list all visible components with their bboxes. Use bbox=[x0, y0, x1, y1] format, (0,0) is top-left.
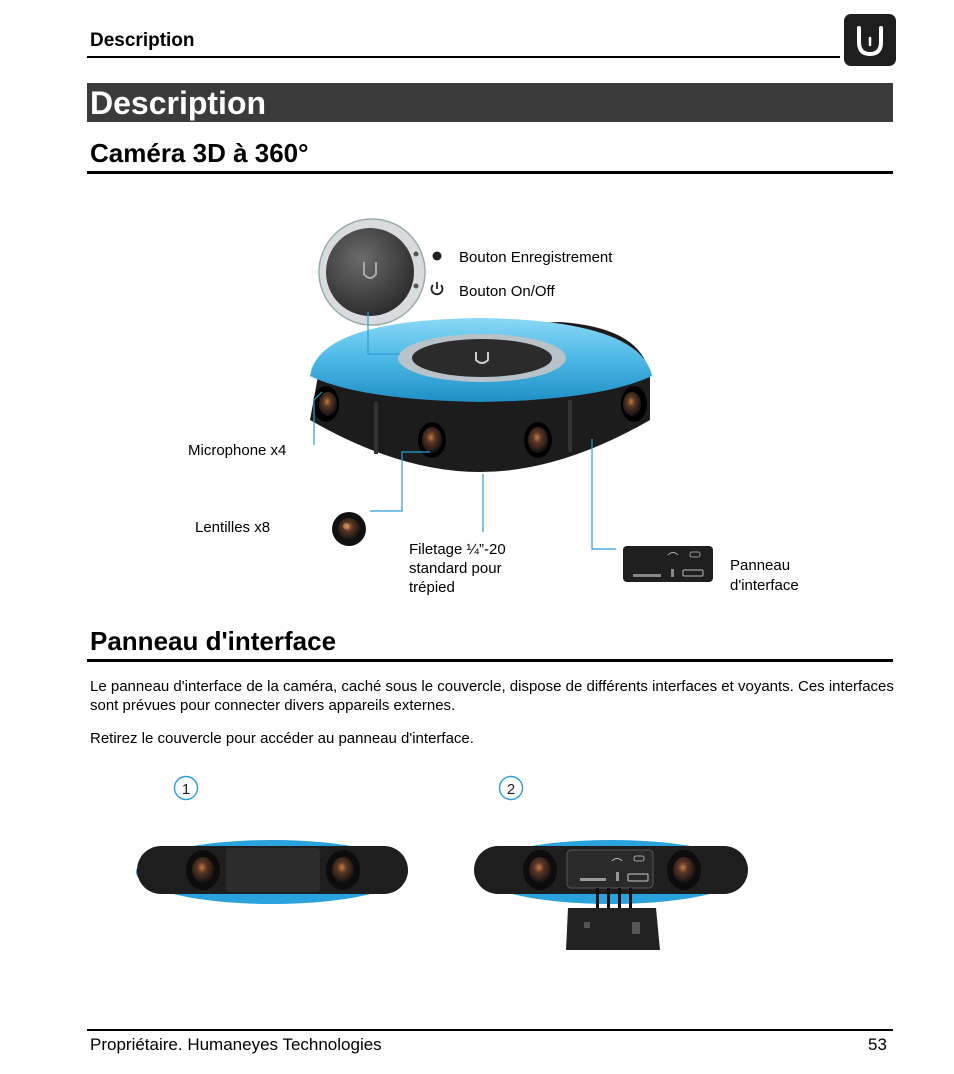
interface-panel-thumbnail bbox=[623, 546, 713, 582]
tripod-label-line2: standard pour bbox=[409, 560, 502, 577]
interface-heading-rule bbox=[87, 659, 893, 662]
camera-heading: Caméra 3D à 360° bbox=[90, 138, 309, 168]
step-1-marker bbox=[175, 777, 198, 800]
microphone-label: Microphone x4 bbox=[188, 442, 287, 459]
power-button-label: Bouton On/Off bbox=[459, 283, 555, 300]
tripod-label-line3: trépied bbox=[409, 579, 455, 596]
page-number: 53 bbox=[868, 1035, 887, 1054]
tripod-label-line1: Filetage ¼”-20 bbox=[409, 541, 506, 558]
interface-heading: Panneau d'interface bbox=[90, 626, 337, 656]
record-button-label: Bouton Enregistrement bbox=[459, 249, 613, 266]
interface-paragraph-1: Le panneau d'interface de la caméra, caché sous le couvercle, dispose de différents interfaces et voyants. Ces interfaces sont prévues pour connecter divers appareils externes. bbox=[90, 678, 894, 714]
svg-text:2: 2 bbox=[506, 781, 516, 798]
single-lens-icon bbox=[332, 512, 366, 546]
button-zoom-inset bbox=[319, 219, 425, 325]
footer-rule bbox=[87, 1029, 893, 1031]
camera-open-cover bbox=[474, 840, 748, 950]
lenses-label: Lentilles x8 bbox=[195, 519, 271, 536]
panel-label-line2: d'interface bbox=[730, 577, 799, 594]
footer-owner: Propriétaire. Humaneyes Technologies bbox=[90, 1035, 382, 1054]
step-illustrations bbox=[0, 760, 954, 960]
svg-text:1: 1 bbox=[181, 781, 191, 798]
power-icon bbox=[432, 282, 443, 294]
panel-label-line1: Panneau bbox=[730, 557, 791, 574]
running-header-title: Description bbox=[90, 30, 195, 51]
record-dot-icon bbox=[433, 252, 442, 261]
camera-closed-cover bbox=[136, 840, 408, 904]
camera-body bbox=[310, 318, 652, 472]
section-title: Description bbox=[90, 85, 267, 121]
step-2-marker bbox=[500, 777, 523, 800]
interface-paragraph-2: Retirez le couvercle pour accéder au panneau d'interface. bbox=[90, 730, 474, 747]
